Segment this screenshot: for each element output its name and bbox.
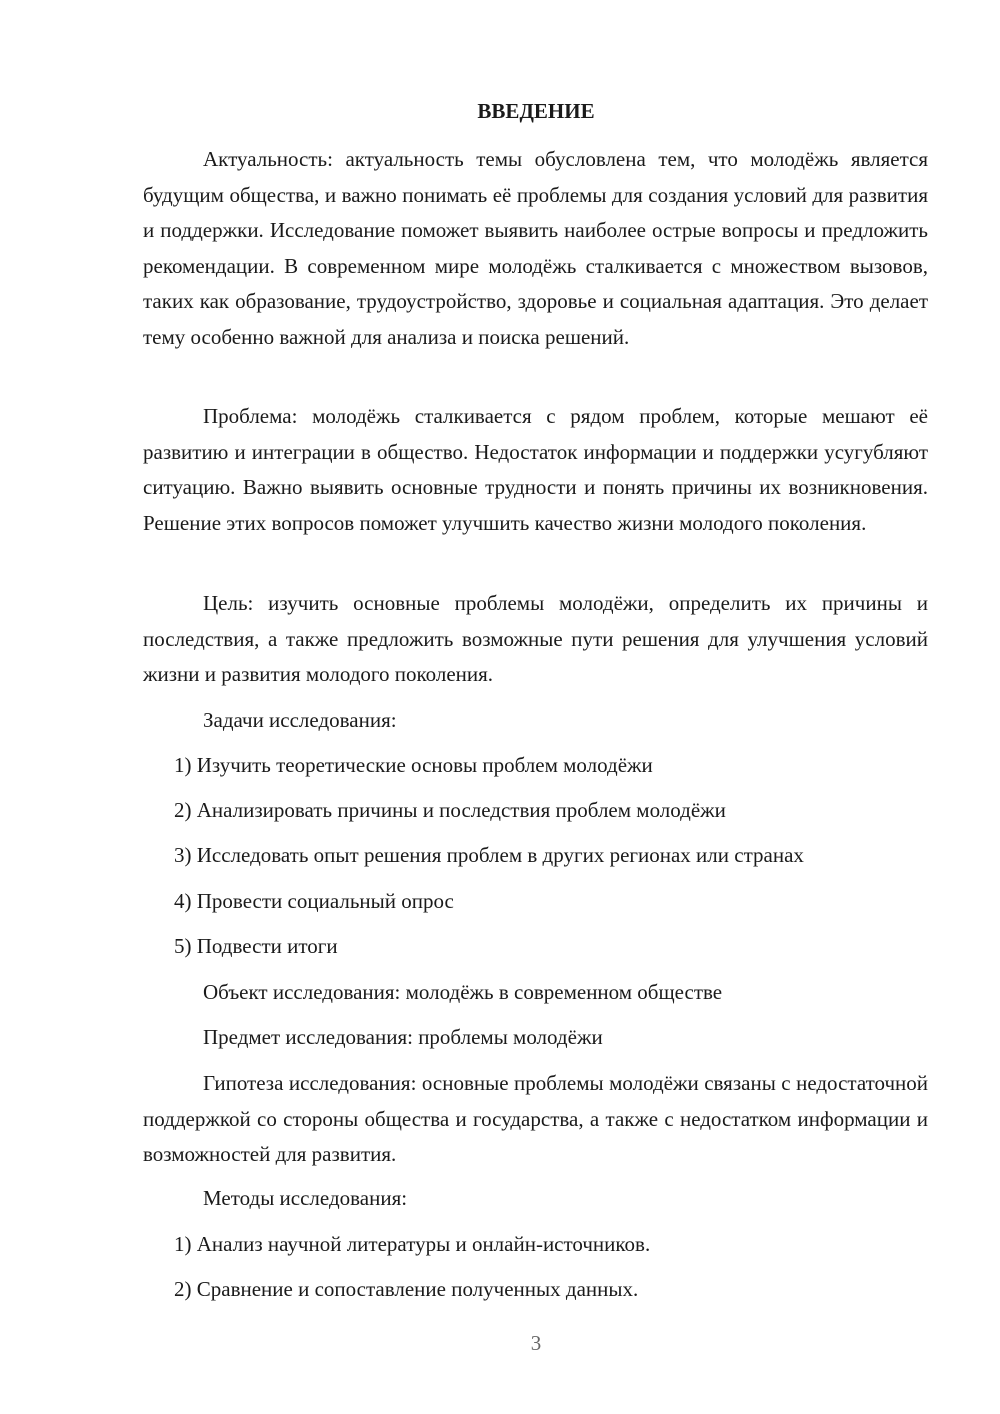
method-item: 2) Сравнение и сопоставление полученных данных.: [174, 1277, 639, 1301]
task-item: 5) Подвести итоги: [174, 934, 338, 958]
task-item: 3) Исследовать опыт решения проблем в других регионах или странах: [174, 843, 804, 867]
problem-paragraph: Проблема: молодёжь сталкивается с рядом проблем, которые мешают её развитию и интеграции в общество. Недостаток информации и поддержки усугубляют ситуацию. Важно выявить основные трудности и понять причины их возникновения. Решение этих вопросов поможет улучшить качество жизни молодого поколения.: [143, 404, 928, 535]
page-title: ВВЕДЕНИЕ: [477, 99, 595, 123]
hypothesis-paragraph: Гипотеза исследования: основные проблемы молодёжи связаны с недостаточной поддержкой со стороны общества и государства, а также с недостатком информации и возможностей для развития.: [143, 1071, 928, 1166]
research-subject: Предмет исследования: проблемы молодёжи: [203, 1025, 603, 1049]
goal-paragraph: Цель: изучить основные проблемы молодёжи, определить их причины и последствия, а также предложить возможные пути решения для улучшения условий жизни и развития молодого поколения.: [143, 591, 928, 686]
research-object: Объект исследования: молодёжь в современном обществе: [203, 980, 723, 1004]
task-item: 2) Анализировать причины и последствия проблем молодёжи: [174, 798, 726, 822]
page-number: 3: [530, 1331, 542, 1355]
task-item: 4) Провести социальный опрос: [174, 889, 454, 913]
task-item: 1) Изучить теоретические основы проблем молодёжи: [174, 753, 653, 777]
method-item: 1) Анализ научной литературы и онлайн-источников.: [174, 1232, 651, 1256]
methods-heading: Методы исследования:: [203, 1186, 408, 1210]
relevance-paragraph: Актуальность: актуальность темы обусловлена тем, что молодёжь является будущим общества, и важно понимать её проблемы для создания условий для развития и поддержки. Исследование поможет выявить наиболее острые вопросы и предложить рекомендации. В современном мире молодёжь сталкивается с множеством вызовов, таких как образование, трудоустройство, здоровье и социальная адаптация. Это делает тему особенно важной для анализа и поиска решений.: [143, 147, 928, 349]
tasks-heading: Задачи исследования:: [203, 708, 397, 732]
